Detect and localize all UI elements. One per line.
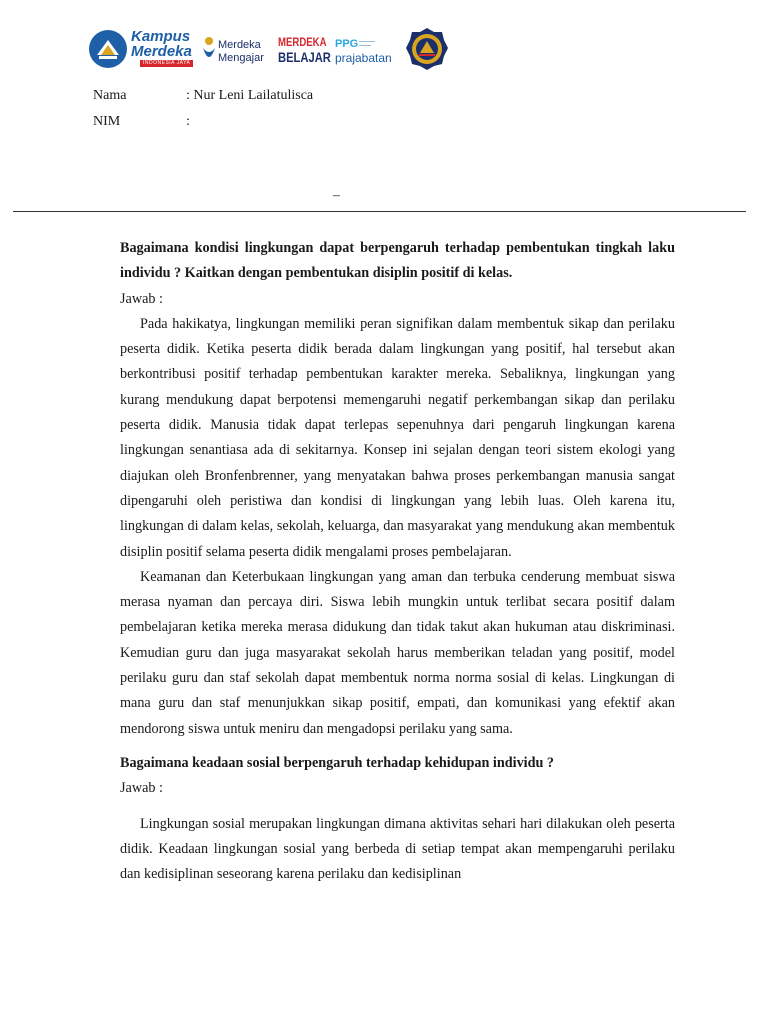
logo-bar <box>88 26 458 72</box>
kampus-merdeka-emblem <box>88 28 128 70</box>
kampus-logo-tagline: INDONESIA JAYA <box>140 60 193 67</box>
merdeka-mengajar-line2: Mengajar <box>218 52 264 64</box>
ppg-logo-divider <box>359 45 371 46</box>
merdeka-belajar-logo <box>278 26 330 72</box>
nim-label: NIM <box>93 114 121 129</box>
university-seal-icon <box>405 27 449 71</box>
horizontal-rule <box>13 211 746 212</box>
ppg-logo-divider <box>359 41 375 42</box>
merdeka-belajar-line1: MERDEKA <box>278 35 327 49</box>
university-seal-logo <box>405 26 451 72</box>
merdeka-mengajar-logo <box>202 26 272 72</box>
nim-value: : <box>186 114 190 129</box>
answer-1-paragraph-1: Pada hakikatya, lingkungan memiliki peran signifikan dalam membentuk sikap dan perilaku peserta didik. Ketika peserta didik berada dalam lingkungan yang positif, hal tersebut akan berkontribusi positif terhadap pembentukan karakter mereka. Sebaliknya, lingkungan yang kurang mendukung dapat berpotensi memengaruhi negatif perkembangan sikap dan perilaku peserta didik. Manusia tidak dapat terlepas sepenuhnya dari pengaruh lingkungan karena lingkungan senantiasa ada di sekitarnya. Konsep ini sejalan dengan teori sistem ekologi yang diajukan oleh Bronfenbrenner, yang menyatakan bahwa proses perkembangan manusia sangat dipengaruhi oleh peristiwa dan kondisi di lingkungan yang lebih luas. Oleh karena itu, lingkungan di dalam kelas, sekolah, keluarga, dan masyarakat yang mendukung akan membentuk disiplin positif selama peserta didik mengalami proses pembelajaran. <box>120 315 675 560</box>
ppg-logo-line1: PPG <box>335 38 359 50</box>
kampus-logo-line1: Kampus <box>131 28 191 45</box>
kampus-merdeka-logo <box>88 26 198 72</box>
merdeka-mengajar-icon <box>202 36 216 64</box>
document-body <box>120 236 675 887</box>
ppg-prajabatan-logo <box>335 26 401 72</box>
question-1: Bagaimana kondisi lingkungan dapat berpengaruh terhadap pembentukan tingkah laku individu ? Kaitkan dengan pembentukan disiplin positif di kelas. <box>120 240 675 282</box>
kampus-logo-line2: Merdeka <box>131 43 192 60</box>
answer-2-paragraph-1: Lingkungan sosial merupakan lingkungan dimana aktivitas sehari hari dilakukan oleh peserta didik. Keadaan lingkungan sosial yang berbeda di setiap tempat akan mempengaruhi perilaku dan kedisiplinan seseorang karena perilaku dan kedisiplinan <box>120 815 675 883</box>
dash-mark: – <box>333 188 340 203</box>
nama-value: : Nur Leni Lailatulisca <box>186 88 314 103</box>
nama-label: Nama <box>93 88 127 103</box>
question-2: Bagaimana keadaan sosial berpengaruh terhadap kehidupan individu ? <box>120 754 555 771</box>
answer-1-paragraph-2: Keamanan dan Keterbukaan lingkungan yang aman dan terbuka cenderung membuat siswa merasa nyaman dan percaya diri. Siswa lebih mungkin untuk terlibat secara positif dalam pembelajaran ketika mereka merasa didukung dan tidak takut akan hukuman atau diskriminasi. Kemudian guru dan juga masyarakat sekolah harus memberikan teladan yang positif, model perilaku guru dan staf sekolah dapat membentuk norma norma sosial di kelas. Lingkungan di mana guru dan staf menunjukkan sikap positif, empati, dan komunikasi yang efektif akan mendorong siswa untuk meniru dan mengadopsi perilaku yang sama. <box>120 568 675 737</box>
merdeka-belajar-line2: BELAJAR <box>278 49 331 65</box>
answer-label-2: Jawab : <box>120 780 163 797</box>
ppg-logo-line2: prajabatan <box>335 51 392 65</box>
answer-label-1: Jawab : <box>120 290 163 307</box>
merdeka-mengajar-line1: Merdeka <box>218 39 261 51</box>
